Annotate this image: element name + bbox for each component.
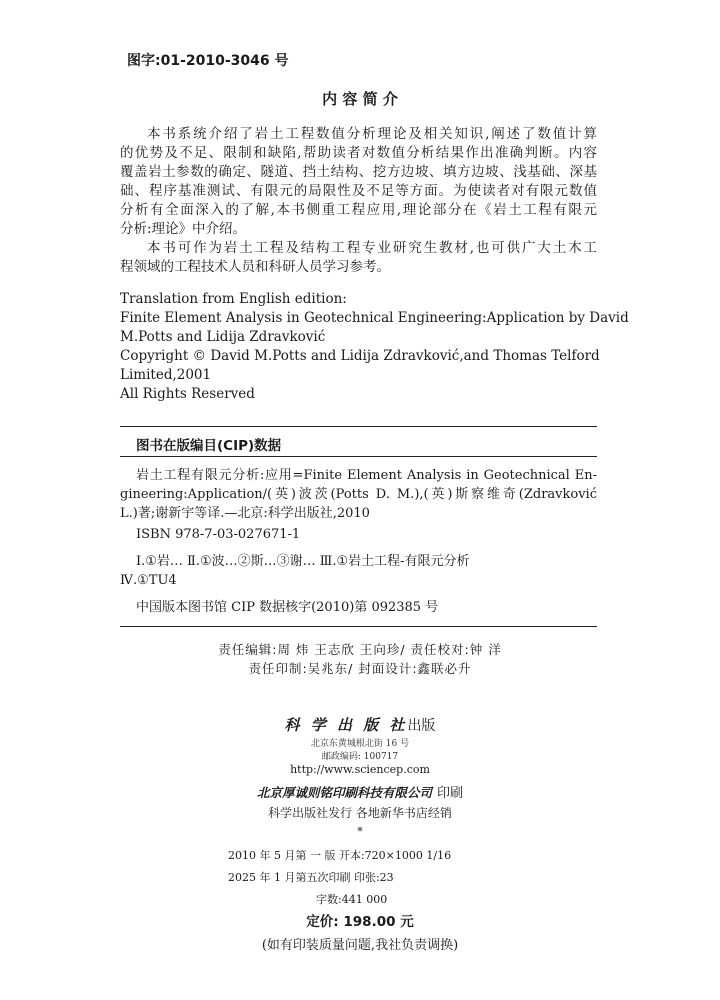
translation-block <box>120 290 629 404</box>
license-number: 图字:01-2010-3046 号 <box>127 53 289 69</box>
word-count: 字数:441 000 <box>316 893 388 906</box>
quality-notice: (如有印装质量问题,我社负责调换) <box>261 938 459 953</box>
cip-subjects: Ⅰ.①岩… Ⅱ.①波…②斯…③谢… Ⅲ.①岩土工程-有限元分析 <box>136 554 470 569</box>
summary-line: 本书系统介绍了岩土工程数值分析理论及相关知识,阐述了数值计算 <box>147 126 597 142</box>
credits-editors: 责任编辑:周 炜 王志欣 王向珍/ 责任校对:钟 洋 <box>218 642 502 657</box>
translation-line: Copyright © David M.Potts and Lidija Zdravković,and Thomas Telford <box>120 348 600 364</box>
translation-line: Limited,2001 <box>120 367 212 383</box>
cip-bottom-rule <box>120 626 597 627</box>
printer-line <box>0 782 720 801</box>
summary-paragraph-2 <box>120 239 597 277</box>
summary-line: 覆盖岩土参数的确定、隧道、挡土结构、挖方边坡、填方边坡、浅基础、深基 <box>120 164 597 180</box>
cip-heading-rule <box>120 456 597 457</box>
summary-line: 程领域的工程技术人员和科研人员学习参考。 <box>120 259 390 275</box>
translation-line: All Rights Reserved <box>120 386 255 402</box>
edition-info: 2010 年 5 月第 一 版 开本:720×1000 1/16 <box>228 849 452 862</box>
cip-record-line: L.)著;谢新宇等译.—北京:科学出版社,2010 <box>120 506 370 521</box>
printer-suffix: 印刷 <box>437 786 464 801</box>
summary-line: 本书可作为岩土工程及结构工程专业研究生教材,也可供广大土木工 <box>147 240 597 256</box>
cip-record-line: gineering:Application/(英)波茨(Potts D. M.),(英)斯察维奇(Zdravković <box>120 487 597 502</box>
separator-star: * <box>357 825 363 838</box>
printing-info: 2025 年 1 月第五次印刷 印张:23 <box>228 871 394 884</box>
credits-production: 责任印制:吴兆东/ 封面设计:鑫联必升 <box>248 661 472 676</box>
publisher-line <box>0 714 720 735</box>
publisher-postcode: 邮政编码: 100717 <box>321 752 399 762</box>
translation-line: M.Potts and Lidija Zdravković <box>120 329 326 345</box>
cip-record <box>120 466 597 523</box>
publisher-address: 北京东黄城根北街 16 号 <box>310 739 410 749</box>
summary-title: 内 容 简 介 <box>322 90 398 108</box>
summary-line: 础、程序基准测试、有限元的局限性及不足等方面。为使读者对有限元数值 <box>120 183 597 199</box>
publisher-url: http://www.sciencep.com <box>290 763 430 776</box>
isbn: ISBN 978-7-03-027671-1 <box>136 527 301 542</box>
translation-line: Translation from English edition: <box>120 291 347 307</box>
summary-line: 分析有全面深入的了解,本书侧重工程应用,理论部分在《岩土工程有限元 <box>120 202 597 218</box>
translation-line: Finite Element Analysis in Geotechnical Engineering:Application by David <box>120 310 629 326</box>
publisher-suffix: 出版 <box>407 718 436 734</box>
cip-subjects-2: Ⅳ.①TU4 <box>120 573 177 588</box>
summary-line: 的优势及不足、限制和缺陷,帮助读者对数值分析结果作出准确判断。内容 <box>120 145 597 161</box>
cip-top-rule <box>120 426 597 427</box>
summary-line: 分析:理论》中介绍。 <box>120 221 247 237</box>
cip-verification: 中国版本图书馆 CIP 数据核字(2010)第 092385 号 <box>136 600 439 615</box>
distribution: 科学出版社发行 各地新华书店经销 <box>268 806 452 820</box>
cip-heading: 图书在版编目(CIP)数据 <box>136 438 282 454</box>
cip-record-line: 岩土工程有限元分析:应用=Finite Element Analysis in Geotechnical En- <box>136 468 597 483</box>
price: 定价: 198.00 元 <box>306 914 414 930</box>
printer-name: 北京厚诚则铭印刷科技有限公司 <box>256 785 432 800</box>
publisher-logo: 科 学 出 版 社 <box>284 716 408 734</box>
summary-paragraph-1 <box>120 125 597 239</box>
